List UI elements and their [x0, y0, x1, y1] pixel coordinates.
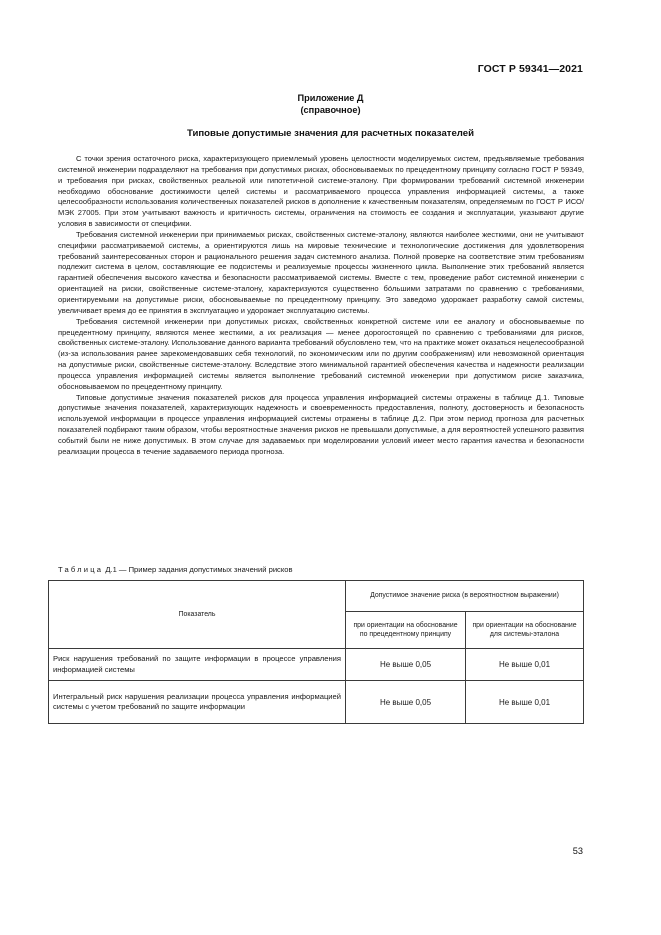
cell-value-precedent: Не выше 0,05	[346, 649, 466, 681]
cell-value-reference: Не выше 0,01	[466, 681, 584, 724]
table-header-row	[49, 581, 584, 612]
cell-value-precedent: Не выше 0,05	[346, 681, 466, 724]
paragraph: Типовые допустимые значения показателей рисков для процесса управления информацией системы отражены в таблице Д.1. Типовые допустимые значения показателей, характеризующих надежность и своевременность предоставления, полноту, достоверность и безопасность используемой информации в процессе управления информацией системы отражены в таблице Д.2. При этом период прогноза для расчетных показателей подбирают таким образом, чтобы вероятностные значения рисков не превышали допустимые, а для вероятностей успешного развития событий были не ниже допустимых. В этом случае для задаваемых при моделировании условий имеет место гарантия качества и безопасности реализации процесса в течение задаваемого периода прогноза.	[58, 392, 584, 456]
header-group: Допустимое значение риска (в вероятностном выражении)	[346, 581, 584, 612]
table-caption	[58, 565, 293, 574]
section-title: Типовые допустимые значения для расчетных показателей	[186, 128, 475, 139]
body-text	[58, 154, 584, 458]
table-row	[49, 649, 584, 681]
appendix-title: Приложение Д	[297, 93, 364, 103]
cell-indicator: Риск нарушения требований по защите информации в процессе управления информацией системы	[49, 649, 346, 681]
risk-values-table	[48, 580, 584, 724]
table-caption-text: Д.1 — Пример задания допустимых значений рисков	[105, 565, 293, 574]
appendix-subtitle: (справочное)	[300, 105, 361, 115]
header-sub-reference: при ориентации на обоснование для системы-эталона	[466, 612, 584, 649]
table-row	[49, 681, 584, 724]
cell-indicator: Интегральный риск нарушения реализации процесса управления информацией системы с учетом требований по защите информации	[49, 681, 346, 724]
cell-value-reference: Не выше 0,01	[466, 649, 584, 681]
header-indicator: Показатель	[49, 581, 346, 649]
page-number: 53	[572, 846, 583, 856]
table-caption-word: Таблица	[58, 565, 104, 574]
paragraph: С точки зрения остаточного риска, характеризующего приемлемый уровень целостности моделируемых систем, предъявляемые требования системной инженерии подразделяют на требования при допустимых рисках, обосновываемых по прецедентному принципу согласно ГОСТ Р 59349, и требования при рисках, свойственных реальной или гипотетичной системе-эталону. При формировании требований системной инженерии необходимо обоснование достижимости целей системы и рассматриваемого процесса управления информацией системы, а также целесообразности использования количественных показателей рисков в дополнение к качественным показателям, определяемым по ГОСТ Р ИСО/МЭК 27005. При этом учитывают важность и критичность системы, ограничения на стоимость ее создания и эксплуатации, указывают другие условия в зависимости от специфики.	[58, 154, 584, 229]
paragraph: Требования системной инженерии при допустимых рисках, свойственных конкретной системе или ее аналогу и обосновываемые по прецедентному принципу, являются менее жесткими, а их реализация — менее дорогостоящей по сравнению с требованиями для рисков, свойственных системе-эталону. Использование данного варианта требований обусловлено тем, что на практике может оказаться нецелесообразной (из-за использования ранее зарекомендовавших себя технологий, по экономическим или по другим соображениям) или невозможной ориентация на допустимые риски, свойственные системе-эталону. Вследствие этого минимальной гарантией обеспечения качества и надежности реализации процесса управления информацией системы является выполнение требований системной инженерии при допустимом риске заказчика, обосновываемом по прецедентному принципу.	[58, 316, 584, 391]
header-sub-precedent: при ориентации на обоснование по прецедентному принципу	[346, 612, 466, 649]
paragraph: Требования системной инженерии при принимаемых рисках, свойственных системе-эталону, являются наиболее жесткими, они не учитывают специфики рассматриваемой системы, а ориентируются лишь на мировые технические и технологические достижения для удовлетворения требований заинтересованных сторон и рационального решения задач системного анализа. Полной проверке на соответствие этим требованиям подлежит система в целом, составляющие ее подсистемы и реализуемые процессы жизненного цикла. Выполнение этих требований является гарантией обеспечения высокого качества и безопасности рассматриваемой системы. Вместе с тем, проведение работ системной инженерии с ориентацией на риски, свойственные системе-эталону, характеризуются существенно бо́льшими затратами по сравнению с требованиями, ориентируемыми на допустимые риски, обосновываемые по прецедентному принципу. Это заведомо удорожает разработку самой системы, увеличивает время до ее принятия в эксплуатацию и удорожает эксплуатацию системы.	[58, 229, 584, 315]
document-code: ГОСТ Р 59341—2021	[477, 63, 583, 75]
